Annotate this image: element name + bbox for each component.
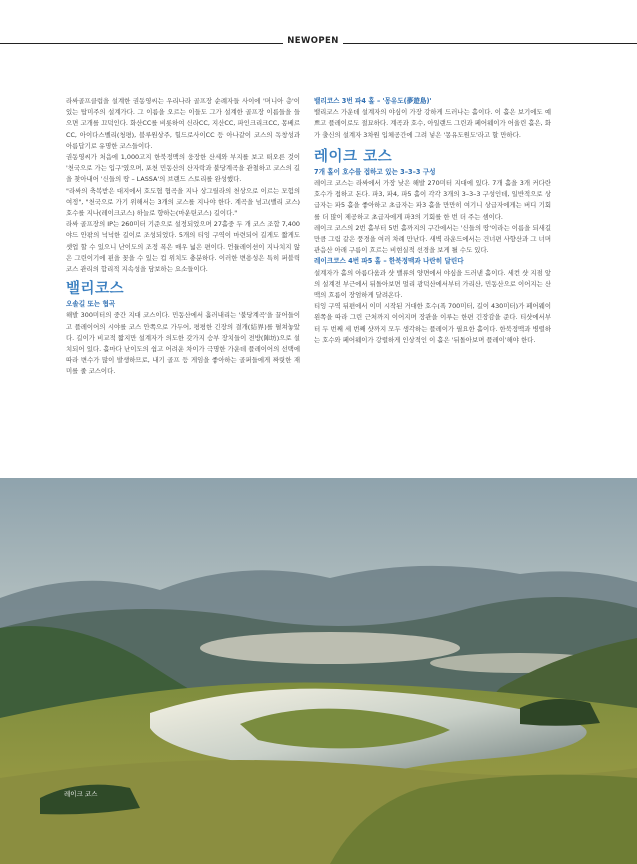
lake-course-text: 레이크 코스는 라싸에서 가장 낮은 해발 270미터 지대에 있다. 7개 홀을 3개 커다란 호수가 접하고 돈다. 파3, 파4, 파5 홀이 각각 3개의 3–3–3 구성인데, 일반적으로 상급자는 파5 홀을 좋아하고 초급자는 파3 홀을 만만히 여기니 상급자에게는 버디 기회를 더 많이 제공하고 초급자에게 파3의 기회를 한 번 더 주는 셈이다. (314, 179, 551, 221)
lake-course-heading: 레이크 코스 (314, 148, 393, 165)
valley-hole-subheading: 밸리코스 3번 파4 홀 – '몽유도(夢遊島)' (314, 97, 432, 105)
intro-paragraph: 라싸골프클럽을 설계한 권동영씨는 우리나라 골프장 순례자들 사이에 '머니아 층'이 있는 탑미주의 설계가다. 그 이름을 오르는 이들도 그가 설계한 골프장 이름들을 들으면 고개를 끄덕인다. 화산CC를 비롯하여 신라CC, 지산CC, 파인크리크CC, 몽베르CC, 아이다스벨리(청평), 블루원상주, 힐드로사이CC 등 아나같이 코스의 독창성과 아름답기로 유명한 코스들이다. (66, 97, 300, 150)
section-header (0, 34, 637, 48)
lake-course-subheading: 7개 홀이 호수를 접하고 있는 3–3–3 구성 (314, 167, 436, 176)
section-label: NEWOPEN (287, 36, 339, 46)
lake-hole-text: 설계자가 홀의 아름다움과 샷 밸류의 양면에서 야심을 드러낸 홀이다. 세컨 샷 지점 앞의 설계전 부근에서 뒤돌아보면 멀리 광덕산에서부터 가리산, 민동산으로 이어지는 산맥의 흐름이 장엄하게 달려온다. (314, 268, 551, 300)
lake-course-text: 레이크 코스의 2번 홀부터 5번 홀까지의 구간에서는 '신들의 땅'이라는 이름을 되새길 만큼 그림 같은 풍경을 여러 차례 만난다. 새벽 라운드에서는 건너편 사향산과 그 너머 관음산 아래 구름이 흐르는 비현실적 선경을 보게 될 수도 있다. (314, 223, 551, 255)
valley-course-heading: 밸리코스 (66, 281, 125, 298)
header-rule-left (0, 43, 283, 44)
photo-caption: 레이크 코스 (64, 790, 98, 798)
lake-hole-subheading: 레이크코스 4번 파5 홀 – 한북정맥과 나란히 달린다 (314, 257, 464, 266)
valley-course-text: 해발 300미터의 중간 지대 코스이다. 민동산에서 흘러내리는 '불당계곡'을 끌어들이고 플레이어의 시야를 코스 안쪽으로 가두어, 평평한 긴장의 결개(結界)를 펼쳐놓았다. 길이가 비교적 짧지만 설계자가 의도한 갖가지 승부 장치들이 전방(陣坊)으로 설치되어 있다. 홀마다 난이도의 쉽고 어려운 차이가 극명한 가운데 플레이어의 선택에 따라 변수가 많이 발생하므로, 내기 골프 등 게임을 좋아하는 골퍼들에게 짜릿한 재미를 줄 코스이다. (66, 311, 300, 376)
landscape-illustration (0, 478, 637, 864)
valley-hole-text: 밸리코스 가운데 설계자의 야심이 가장 강하게 드러나는 홀이다. 이 홀은 보기에도 예쁘고 플레이로도 절묘하다. 계곡과 호수, 아일랜드 그린과 페어웨이가 어울린 홀은, 화가 출신의 설계자 3차원 입체공간에 그려 넣은 '몽유도원도'라고 할 만하다. (314, 108, 551, 139)
lake-course-photo (0, 478, 637, 864)
left-column (66, 96, 300, 378)
intro-paragraph: 라싸 골프장의 IP는 260미터 기준으로 설정되었으며 27홀중 두 개 코스 조합 7,400야드 안팎의 넉넉한 길이로 조성되었다. 5개의 티잉 구역이 마련되어 길게도 짧게도 셋업 할 수 있으니 난이도의 조정 폭은 매우 넓은 편이다. 언듈레이션이 지나치지 않은 그린이기에 핀을 꽂을 수 있는 컵 위치도 충분하다. 이러한 변용성은 특히 퍼블릭 코스 관리의 합리적 지속성을 담보하는 요소들이다. (66, 220, 300, 274)
intro-paragraph: "라싸의 축복받은 대지에서 호도협 협곡을 지나 상그릴라의 천상으로 이르는 모험의 여정", "천국으로 가기 위해서는 3개의 코스를 지나야 한다. 계곡을 넘고(밸리 코스) 호수를 지나(레이크코스) 하늘로 향하는(마운틴코스) 길이다." (66, 186, 300, 218)
right-column (314, 96, 551, 346)
lake-hole-text: 티잉 구역 뒤편에서 이미 시작된 거대한 호수(폭 700미터, 길이 430미터)가 페어웨이 왼쪽을 따라 그린 근처까지 이어지며 장관을 이루는 한편 긴장감을 준다. 티샷에서부터 두 번째 세 번째 샷까지 모두 생각하는 플레이가 필요한 홀이다. 한북정맥과 병렬하는 호수와 페어웨이가 강렬하게 인상적인 이 홀은 '뒤돌아보며 플레이'해야 한다. (314, 302, 551, 344)
valley-course-subheading: 오솔길 또는 협곡 (66, 300, 116, 309)
header-rule-right (343, 43, 637, 44)
intro-paragraph: 권동영씨가 처음에 1,000고지 한북정맥의 웅장한 산세와 부지를 보고 떠오른 것이 '천국으로 가는 입구'였으며, 포천 민동산의 산자락과 불당계곡을 관철하고 코스의 길을 찾아내어 '신들의 땅 – LASSA'의 브랜드 스토리를 완성했다. (66, 153, 300, 184)
